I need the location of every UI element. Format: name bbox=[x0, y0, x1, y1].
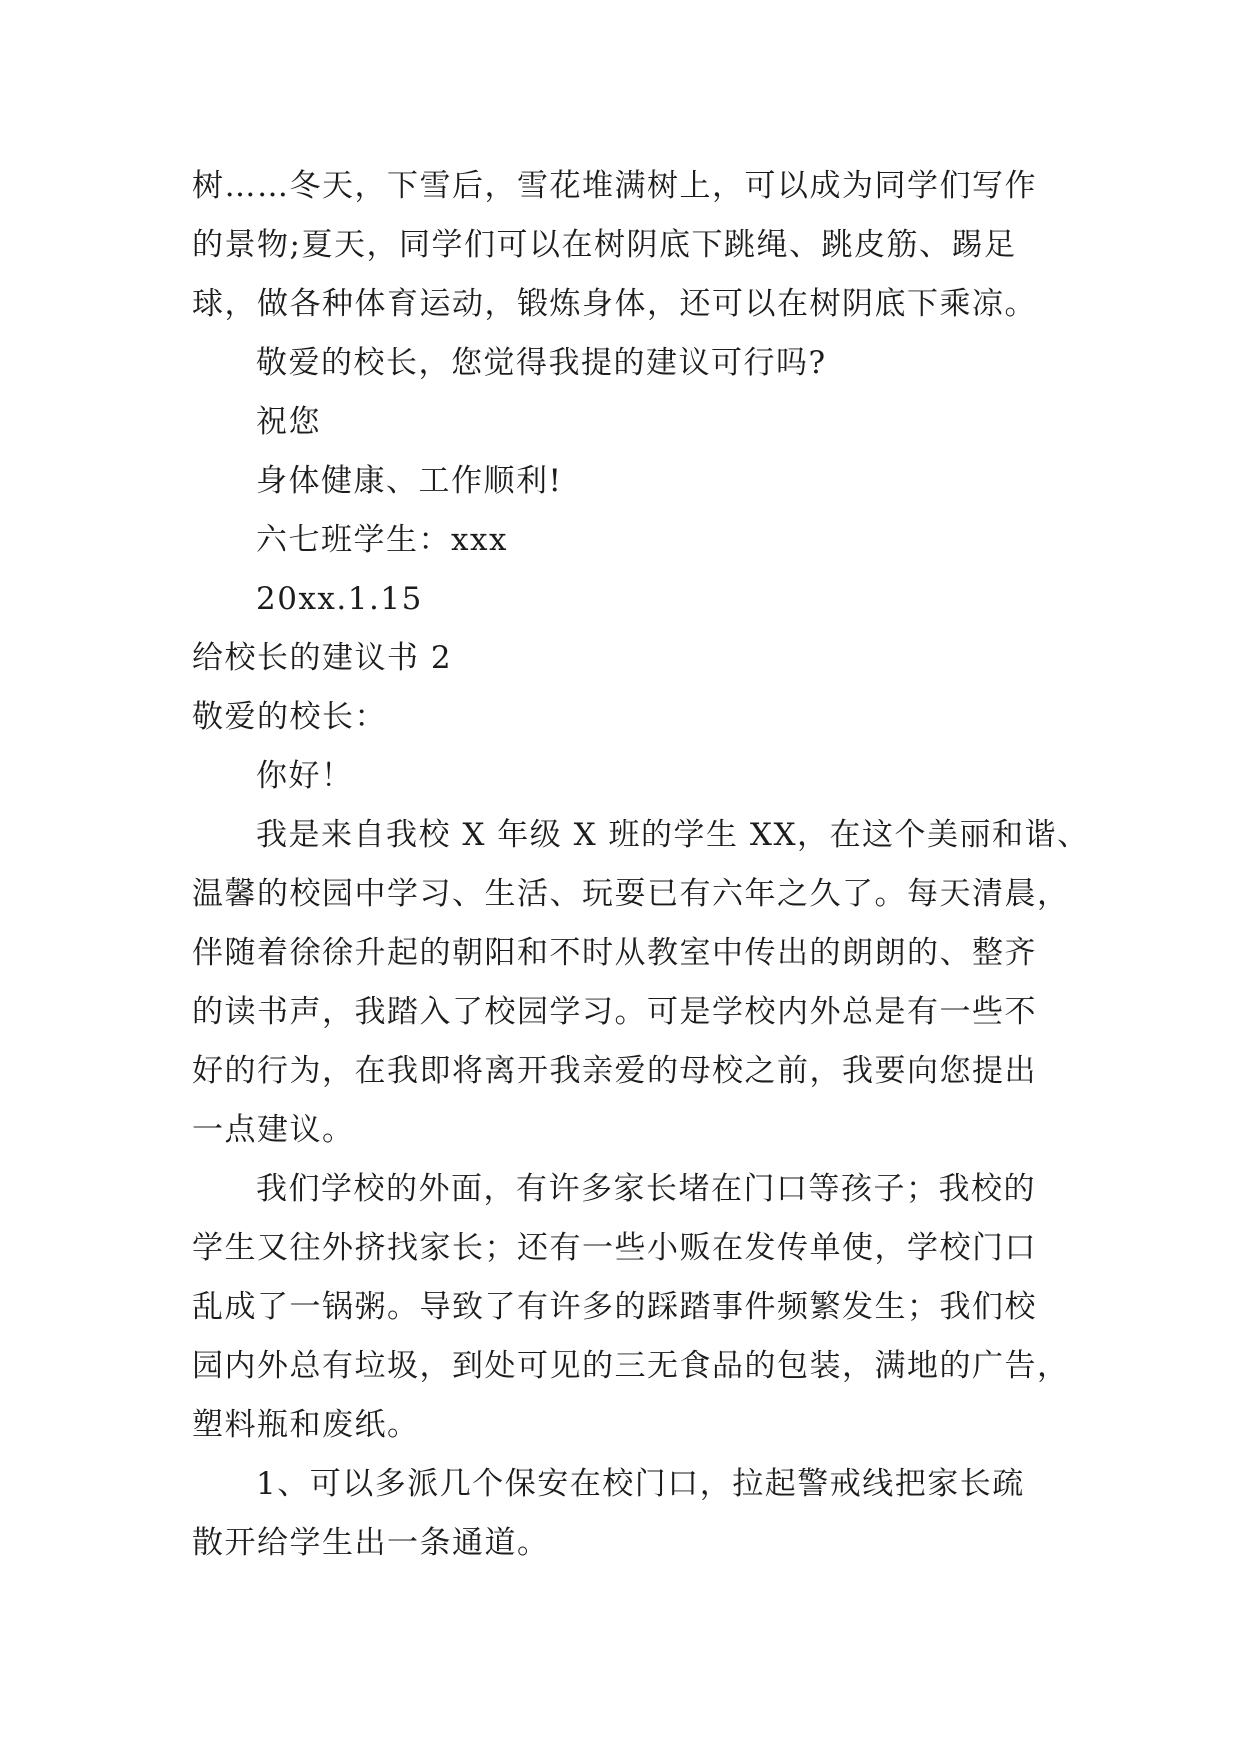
text-line: 温馨的校园中学习、生活、玩耍已有六年之久了。每天清晨， bbox=[192, 876, 1070, 912]
text-line: 身体健康、工作顺利! bbox=[256, 463, 563, 499]
text-line: 祝您 bbox=[256, 404, 321, 440]
text-line: 敬爱的校长，您觉得我提的建议可行吗? bbox=[256, 345, 827, 381]
text-line: 散开给学生出一条通道。 bbox=[192, 1525, 550, 1561]
greeting: 你好！ bbox=[256, 758, 354, 794]
text-line: 塑料瓶和废纸。 bbox=[192, 1407, 420, 1443]
text-line: 的读书声，我踏入了校园学习。可是学校内外总是有一些不 bbox=[192, 994, 1037, 1030]
text-line: 我是来自我校 X 年级 X 班的学生 XX，在这个美丽和谐、 bbox=[256, 817, 1090, 853]
text-line: 园内外总有垃圾，到处可见的三无食品的包装，满地的广告， bbox=[192, 1348, 1070, 1384]
text-line: 1、可以多派几个保安在校门口，拉起警戒线把家长疏 bbox=[256, 1466, 1025, 1502]
text-line: 好的行为，在我即将离开我亲爱的母校之前，我要向您提出 bbox=[192, 1053, 1037, 1089]
document-body bbox=[192, 157, 1090, 1573]
date-line: 20xx.1.15 bbox=[256, 581, 423, 617]
text-line: 乱成了一锅粥。导致了有许多的踩踏事件频繁发生；我们校 bbox=[192, 1289, 1037, 1325]
signature-line: 六七班学生：xxx bbox=[256, 522, 508, 558]
text-line: 我们学校的外面，有许多家长堵在门口等孩子；我校的 bbox=[256, 1171, 1036, 1207]
text-line: 学生又往外挤找家长；还有一些小贩在发传单使，学校门口 bbox=[192, 1230, 1037, 1266]
text-line: 伴随着徐徐升起的朝阳和不时从教室中传出的朗朗的、整齐 bbox=[192, 935, 1037, 971]
text-line: 的景物;夏天，同学们可以在树阴底下跳绳、跳皮筋、踢足 bbox=[192, 227, 1017, 263]
salutation: 敬爱的校长： bbox=[192, 699, 387, 735]
text-line: 一点建议。 bbox=[192, 1112, 355, 1148]
text-line: 树……冬天，下雪后，雪花堆满树上，可以成为同学们写作 bbox=[192, 168, 1037, 204]
text-line: 球，做各种体育运动，锻炼身体，还可以在树阴底下乘凉。 bbox=[192, 286, 1037, 322]
section-title: 给校长的建议书 2 bbox=[192, 640, 453, 676]
